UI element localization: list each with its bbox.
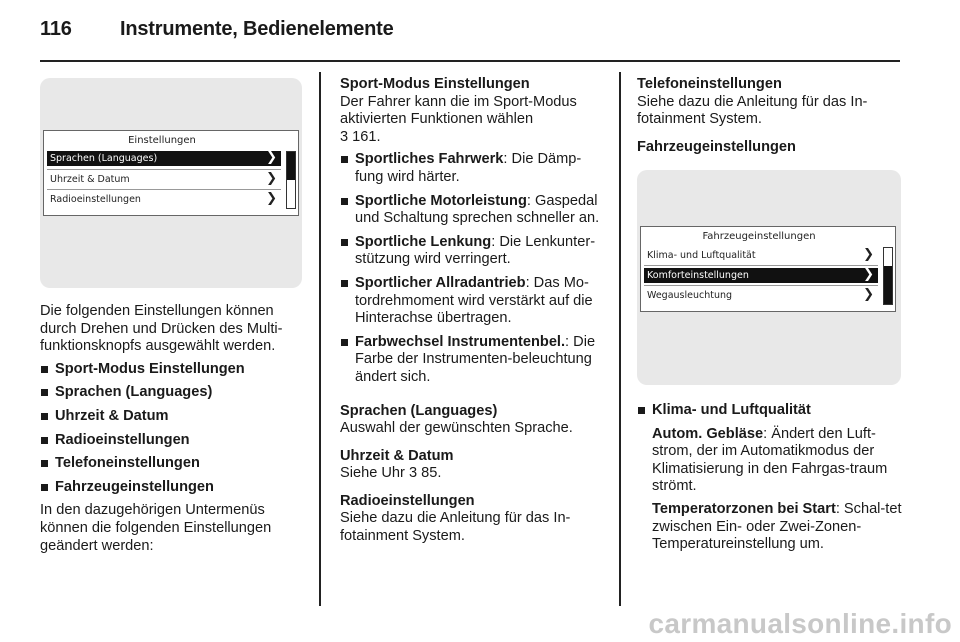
vehicle-settings-menu-panel: [640, 226, 896, 312]
option-desc: : Gaspedal und Schaltung sprechen schneller an.: [355, 192, 600, 227]
menu-item-label: Komforteinstellungen: [647, 270, 749, 281]
chevron-right-icon: ❯: [863, 267, 874, 282]
menu-item-languages: [47, 151, 281, 166]
column-3: [637, 76, 903, 156]
list-item: Uhrzeit & Datum: [40, 408, 310, 426]
list-item: [340, 234, 606, 269]
menu-item-label: Wegausleuchtung: [647, 290, 733, 301]
chevron-right-icon: ❯: [863, 247, 874, 262]
menu-item-time-date: [47, 172, 281, 187]
display-illustration-settings: [40, 78, 302, 288]
list-item: Sprachen (Languages): [40, 384, 310, 402]
column-2: [340, 76, 606, 546]
option-term: Sportliches Fahrwerk: [355, 151, 504, 168]
phone-settings-text: Siehe dazu die Anleitung für das In-fotainment System.: [637, 93, 868, 128]
option-desc: : Das Mo-tordrehmoment wird verstärkt auf die Hinterachse übertragen.: [355, 274, 593, 327]
menu-separator: [644, 285, 878, 286]
temp-zones-paragraph: [652, 501, 903, 554]
option-desc: : Die Dämp-fung wird härter.: [355, 151, 582, 185]
sport-mode-text: Der Fahrer kann die im Sport-Modus aktivierten Funktionen wählen: [340, 93, 577, 128]
column-3-lower: [637, 402, 903, 554]
option-desc: : Ändert den Luft-strom, der im Automatikmodus der Klimatisierung in den Fahrgas-traum strömt.: [652, 425, 888, 495]
vehicle-settings-list: [637, 402, 903, 420]
scrollbar-thumb: [287, 152, 295, 180]
menu-scrollbar: [286, 151, 296, 209]
display-illustration-vehicle-settings: [637, 170, 901, 385]
phone-settings-heading: Telefoneinstellungen: [637, 76, 782, 92]
sport-options-list: [340, 151, 606, 386]
sport-mode-heading: Sport-Modus Einstellungen: [340, 76, 530, 92]
list-item: [340, 193, 606, 228]
radio-settings-text: Siehe dazu die Anleitung für das In-fotainment System.: [340, 510, 571, 545]
watermark: carmanualsonline.info: [648, 608, 952, 639]
menu-title: Einstellungen: [128, 135, 196, 146]
menu-title: Fahrzeugeinstellungen: [702, 231, 816, 242]
menu-item-label: Klima- und Luftqualität: [647, 250, 756, 261]
column-divider-2: [619, 72, 621, 606]
list-item: Sport-Modus Einstellungen: [40, 361, 310, 379]
chevron-right-icon: ❯: [266, 150, 277, 165]
settings-menu-panel: [43, 130, 299, 216]
chevron-right-icon: ❯: [266, 191, 277, 206]
list-item: [340, 151, 606, 186]
option-term: Farbwechsel Instrumentenbel.: [355, 333, 566, 350]
menu-separator: [644, 265, 878, 266]
option-term: Temperatorzonen bei Start: [652, 500, 836, 517]
page-title: Instrumente, Bedienelemente: [120, 18, 394, 40]
menu-scrollbar: [883, 247, 893, 305]
sport-mode-reference: 3 161.: [340, 128, 381, 145]
time-date-text: Siehe Uhr 3 85.: [340, 465, 442, 482]
option-term: Autom. Gebläse: [652, 425, 764, 442]
column-1: [40, 303, 310, 555]
option-desc: : Die Lenkunter-stützung wird verringert.: [355, 233, 596, 268]
list-item: [340, 275, 606, 328]
menu-item-label: Sprachen (Languages): [50, 153, 158, 164]
page-header: [40, 18, 394, 41]
option-term: Sportliche Motorleistung: [355, 192, 527, 209]
outro-paragraph: In den dazugehörigen Untermenüs können die folgenden Einstellungen geändert werden:: [40, 502, 272, 554]
menu-item-radio-settings: [47, 192, 281, 207]
header-rule: [40, 60, 900, 62]
menu-item-label: Uhrzeit & Datum: [50, 174, 130, 185]
menu-item-comfort: [644, 268, 878, 283]
option-term: Sportlicher Allradantrieb: [355, 274, 526, 291]
radio-settings-heading: Radioeinstellungen: [340, 492, 475, 509]
languages-heading: Sprachen (Languages): [340, 402, 498, 419]
intro-paragraph: Die folgenden Einstellungen können durch Drehen und Drücken des Multi-funktionsknopfs ausgewählt werden.: [40, 303, 283, 355]
list-item: Klima- und Luftqualität: [637, 402, 903, 420]
column-divider-1: [319, 72, 321, 606]
list-item: Fahrzeugeinstellungen: [40, 479, 310, 497]
page-number: 116: [40, 18, 72, 40]
option-desc: : Die Farbe der Instrumenten-beleuchtung ändert sich.: [355, 333, 596, 385]
list-item: Telefoneinstellungen: [40, 455, 310, 473]
menu-separator: [47, 189, 281, 190]
menu-item-path-lighting: [644, 288, 878, 303]
settings-list: [40, 361, 310, 497]
list-item: [340, 334, 606, 387]
auto-fan-paragraph: [652, 426, 903, 496]
option-desc: : Schal-tet zwischen Ein- oder Zwei-Zonen-Temperatureinstellung um.: [652, 500, 902, 553]
climate-options: [637, 426, 903, 554]
option-term: Sportliche Lenkung: [355, 233, 492, 250]
vehicle-settings-heading: Fahrzeugeinstellungen: [637, 138, 796, 155]
menu-item-climate: [644, 248, 878, 263]
list-item: Radioeinstellungen: [40, 432, 310, 450]
menu-separator: [47, 169, 281, 170]
chevron-right-icon: ❯: [863, 287, 874, 302]
languages-text: Auswahl der gewünschten Sprache.: [340, 420, 573, 437]
time-date-heading: Uhrzeit & Datum: [340, 447, 454, 464]
chevron-right-icon: ❯: [266, 171, 277, 186]
scrollbar-thumb: [884, 266, 892, 304]
menu-item-label: Radioeinstellungen: [50, 194, 141, 205]
